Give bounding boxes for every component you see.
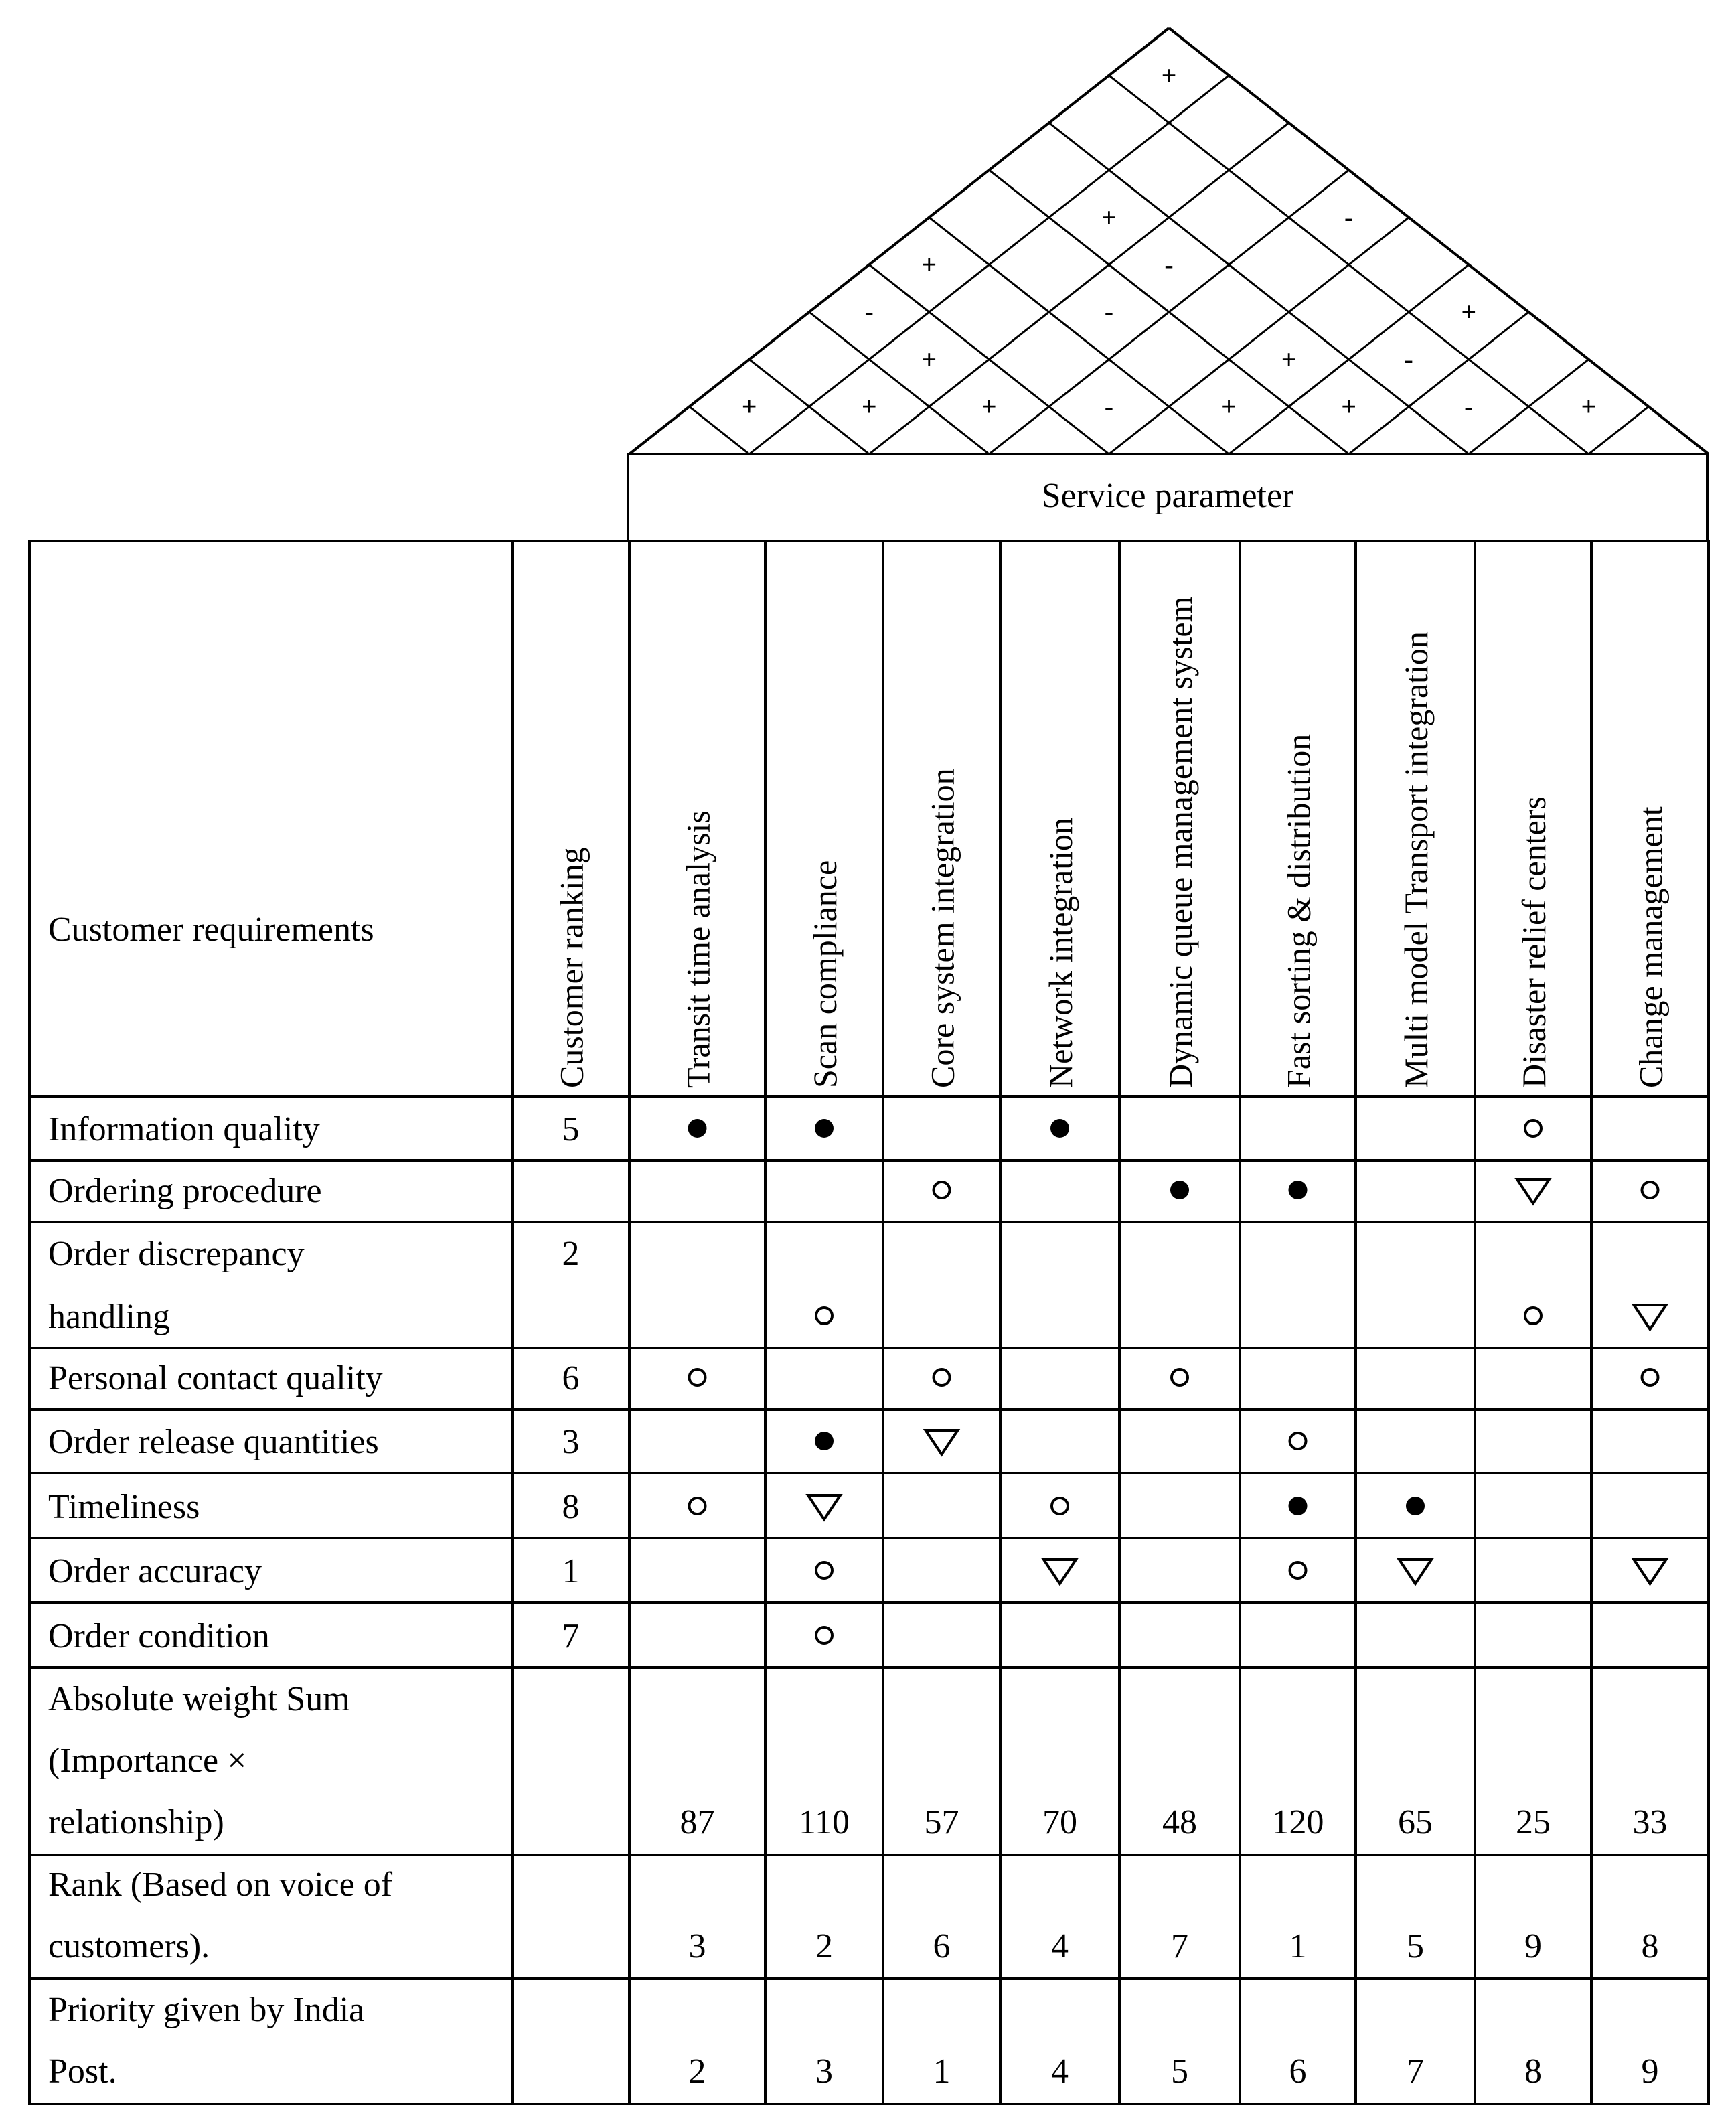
medium-relationship-marker <box>1642 1369 1658 1385</box>
summary-row-label: (Importance × <box>48 1742 247 1780</box>
parameter-header: Change management <box>1632 806 1670 1088</box>
medium-relationship-marker <box>1290 1433 1306 1449</box>
correlation-sign: + <box>1161 60 1177 90</box>
correlation-sign: - <box>1104 297 1114 327</box>
correlation-sign: - <box>864 297 874 327</box>
weak-relationship-marker <box>1399 1560 1431 1584</box>
medium-relationship-marker <box>934 1182 950 1198</box>
customer-rank-value: 7 <box>562 1617 580 1655</box>
customer-rank-value: 6 <box>562 1359 580 1397</box>
summary-value: 33 <box>1632 1803 1668 1841</box>
roof-grid-line <box>929 218 1229 454</box>
service-parameter-box <box>628 454 1707 541</box>
strong-relationship-marker <box>1050 1119 1069 1138</box>
roof-grid-line <box>809 312 990 454</box>
customer-rank-value: 3 <box>562 1423 580 1461</box>
relationship-matrix <box>29 541 1709 2104</box>
summary-value: 110 <box>798 1803 850 1841</box>
medium-relationship-marker <box>690 1369 706 1385</box>
summary-row-label: Absolute weight Sum <box>48 1680 350 1718</box>
correlation-sign: + <box>981 391 997 422</box>
summary-value: 8 <box>1524 2052 1542 2091</box>
summary-value: 7 <box>1171 1927 1188 1965</box>
summary-value: 57 <box>924 1803 959 1841</box>
strong-relationship-marker <box>1406 1497 1425 1515</box>
strong-relationship-marker <box>815 1432 834 1450</box>
medium-relationship-marker <box>1642 1182 1658 1198</box>
parameter-header: Disaster relief centers <box>1515 796 1553 1088</box>
customer-requirements-header: Customer requirements <box>48 910 374 949</box>
requirement-label: Information quality <box>48 1110 320 1148</box>
summary-value: 5 <box>1407 1927 1424 1965</box>
summary-value: 120 <box>1271 1803 1324 1841</box>
requirement-label: Timeliness <box>48 1488 200 1526</box>
summary-value: 6 <box>933 1927 951 1965</box>
medium-relationship-marker <box>1290 1562 1306 1578</box>
medium-relationship-marker <box>1052 1498 1068 1514</box>
summary-value: 4 <box>1051 2052 1069 2091</box>
strong-relationship-marker <box>815 1119 834 1138</box>
roof-grid-line <box>1589 406 1649 454</box>
medium-relationship-marker <box>816 1627 832 1643</box>
parameter-header: Scan compliance <box>806 860 844 1088</box>
weak-relationship-marker <box>808 1495 840 1519</box>
requirement-label: handling <box>48 1298 170 1336</box>
correlation-sign: - <box>1464 391 1474 422</box>
customer-rank-value: 2 <box>562 1235 580 1273</box>
service-parameter-title: Service parameter <box>1041 476 1294 515</box>
summary-value: 8 <box>1641 1927 1659 1965</box>
correlation-sign: + <box>1581 391 1597 422</box>
correlation-sign: + <box>1281 344 1297 374</box>
correlation-sign: + <box>1101 202 1117 232</box>
correlation-sign: - <box>1404 344 1413 374</box>
medium-relationship-marker <box>934 1369 950 1385</box>
summary-row-label: Rank (Based on voice of <box>48 1866 393 1904</box>
requirement-label: Order accuracy <box>48 1552 262 1590</box>
correlation-sign: - <box>1344 202 1354 232</box>
customer-rank-value: 1 <box>562 1552 580 1590</box>
summary-value: 3 <box>688 1927 706 1965</box>
strong-relationship-marker <box>1289 1181 1308 1199</box>
correlation-sign: + <box>1221 391 1237 422</box>
summary-value: 65 <box>1398 1803 1433 1841</box>
summary-value: 7 <box>1407 2052 1424 2091</box>
requirement-label: Order condition <box>48 1617 270 1655</box>
summary-value: 4 <box>1051 1927 1069 1965</box>
correlation-roof <box>629 28 1709 454</box>
weak-relationship-marker <box>1634 1560 1666 1584</box>
customer-rank-value: 5 <box>562 1110 580 1148</box>
summary-row-label: Priority given by India <box>48 1991 365 2029</box>
parameter-header: Network integration <box>1042 817 1079 1088</box>
roof-grid-line <box>1109 218 1409 454</box>
correlation-sign: + <box>921 344 937 374</box>
weak-relationship-marker <box>1044 1560 1076 1584</box>
correlation-sign: + <box>861 391 877 422</box>
parameter-header: Core system integration <box>923 768 961 1088</box>
correlation-sign: + <box>741 391 757 422</box>
medium-relationship-marker <box>1172 1369 1188 1385</box>
parameter-header: Fast sorting & distribution <box>1279 733 1318 1088</box>
correlation-sign: + <box>1461 297 1477 327</box>
correlation-sign: - <box>1104 391 1114 422</box>
correlation-sign: + <box>921 249 937 280</box>
weak-relationship-marker <box>926 1430 958 1454</box>
requirement-label: Order release quantities <box>48 1423 379 1461</box>
summary-value: 1 <box>933 2052 951 2091</box>
summary-value: 6 <box>1289 2052 1307 2091</box>
requirement-label: Order discrepancy <box>48 1235 305 1273</box>
summary-value: 48 <box>1162 1803 1197 1841</box>
summary-value: 87 <box>680 1803 715 1841</box>
weak-relationship-marker <box>1517 1179 1549 1203</box>
summary-value: 9 <box>1641 2052 1659 2091</box>
medium-relationship-marker <box>1525 1308 1541 1324</box>
summary-value: 5 <box>1171 2052 1188 2091</box>
correlation-sign: - <box>1164 249 1174 280</box>
roof-right-edge <box>1169 28 1709 454</box>
medium-relationship-marker <box>690 1498 706 1514</box>
strong-relationship-marker <box>688 1119 707 1138</box>
roof-grid-line <box>690 406 750 454</box>
summary-value: 2 <box>688 2052 706 2091</box>
strong-relationship-marker <box>1170 1181 1189 1199</box>
medium-relationship-marker <box>816 1308 832 1324</box>
medium-relationship-marker <box>1525 1120 1541 1136</box>
parameter-header: Transit time analysis <box>679 810 717 1088</box>
correlation-sign: + <box>1341 391 1357 422</box>
parameter-header: Dynamic queue management system <box>1162 596 1199 1088</box>
summary-value: 25 <box>1516 1803 1551 1841</box>
roof-grid-line <box>1349 312 1529 454</box>
summary-value: 2 <box>815 1927 833 1965</box>
weak-relationship-marker <box>1634 1305 1666 1329</box>
customer-rank-value: 8 <box>562 1488 580 1526</box>
requirement-label: Personal contact quality <box>48 1359 383 1397</box>
medium-relationship-marker <box>816 1562 832 1578</box>
summary-value: 70 <box>1042 1803 1077 1841</box>
summary-row-label: relationship) <box>48 1803 224 1841</box>
summary-row-label: customers). <box>48 1927 210 1965</box>
strong-relationship-marker <box>1289 1497 1308 1515</box>
summary-value: 9 <box>1524 1927 1542 1965</box>
roof-left-edge <box>629 28 1169 454</box>
customer-ranking-header: Customer ranking <box>552 847 590 1088</box>
summary-value: 3 <box>815 2052 833 2091</box>
summary-value: 1 <box>1289 1927 1307 1965</box>
summary-row-label: Post. <box>48 2052 117 2091</box>
parameter-header: Multi model Transport integration <box>1397 631 1435 1088</box>
requirement-label: Ordering procedure <box>48 1172 322 1210</box>
